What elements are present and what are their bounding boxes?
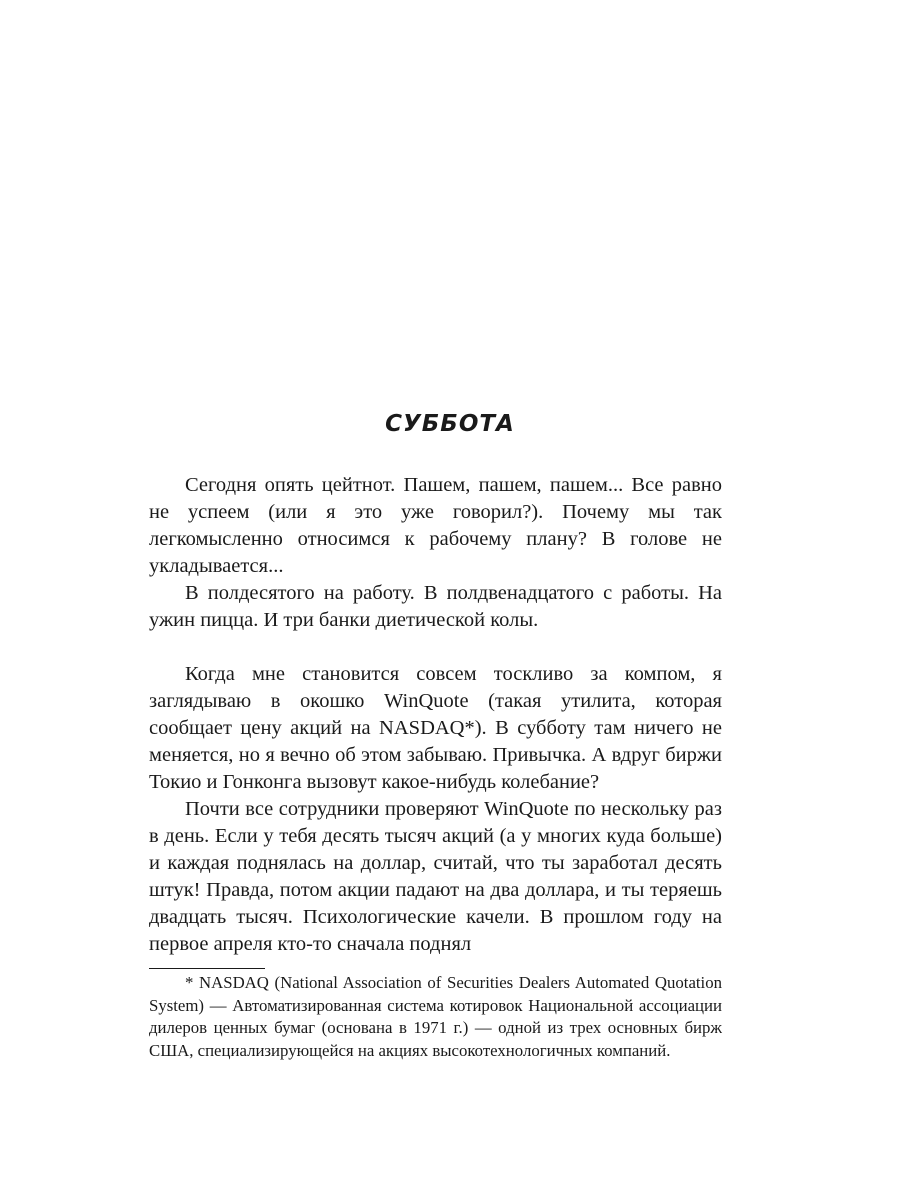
paragraph-4: Почти все сотрудники проверяют WinQuote по нескольку раз в день. Если у тебя десять тысяч акций (а у многих куда больше) и каждая поднялась на доллар, считай, что ты заработал десять штук! Правда, потом акции падают на два доллара, и ты теряешь двадцать тысяч. Психологические качели. В прошлом году на первое апреля кто-то сначала поднял xyxy=(149,798,722,955)
footnote: * NASDAQ (National Association of Securities Dealers Automated Quotation System) — Автоматизированная система котировок Национальной ассоциации дилеров ценных бумаг (основана в 1971 г.) — одной из трех основных бирж США, специализирующейся на акциях высокотехнологичных компаний. xyxy=(149,973,722,1060)
footnote-divider xyxy=(149,968,265,969)
paragraph-1: Сегодня опять цейтнот. Пашем, пашем, пашем... Все равно не успеем (или я это уже говорил?). Почему мы так легкомысленно относимся к рабочему плану? В голове не укладывается... xyxy=(149,474,722,577)
body-text xyxy=(149,472,722,958)
paragraph-2: В полдесятого на работу. В полдвенадцатого с работы. На ужин пицца. И три банки диетической колы. xyxy=(149,582,722,631)
chapter-title: СУББОТА xyxy=(385,411,515,437)
paragraph-3: Когда мне становится совсем тоскливо за компом, я заглядываю в окошко WinQuote (такая утилита, которая сообщает цену акций на NASDAQ*). В субботу там ничего не меняется, но я вечно об этом забываю. Привычка. А вдруг биржи Токио и Гонконга вызовут какое-нибудь колебание? xyxy=(149,663,722,793)
